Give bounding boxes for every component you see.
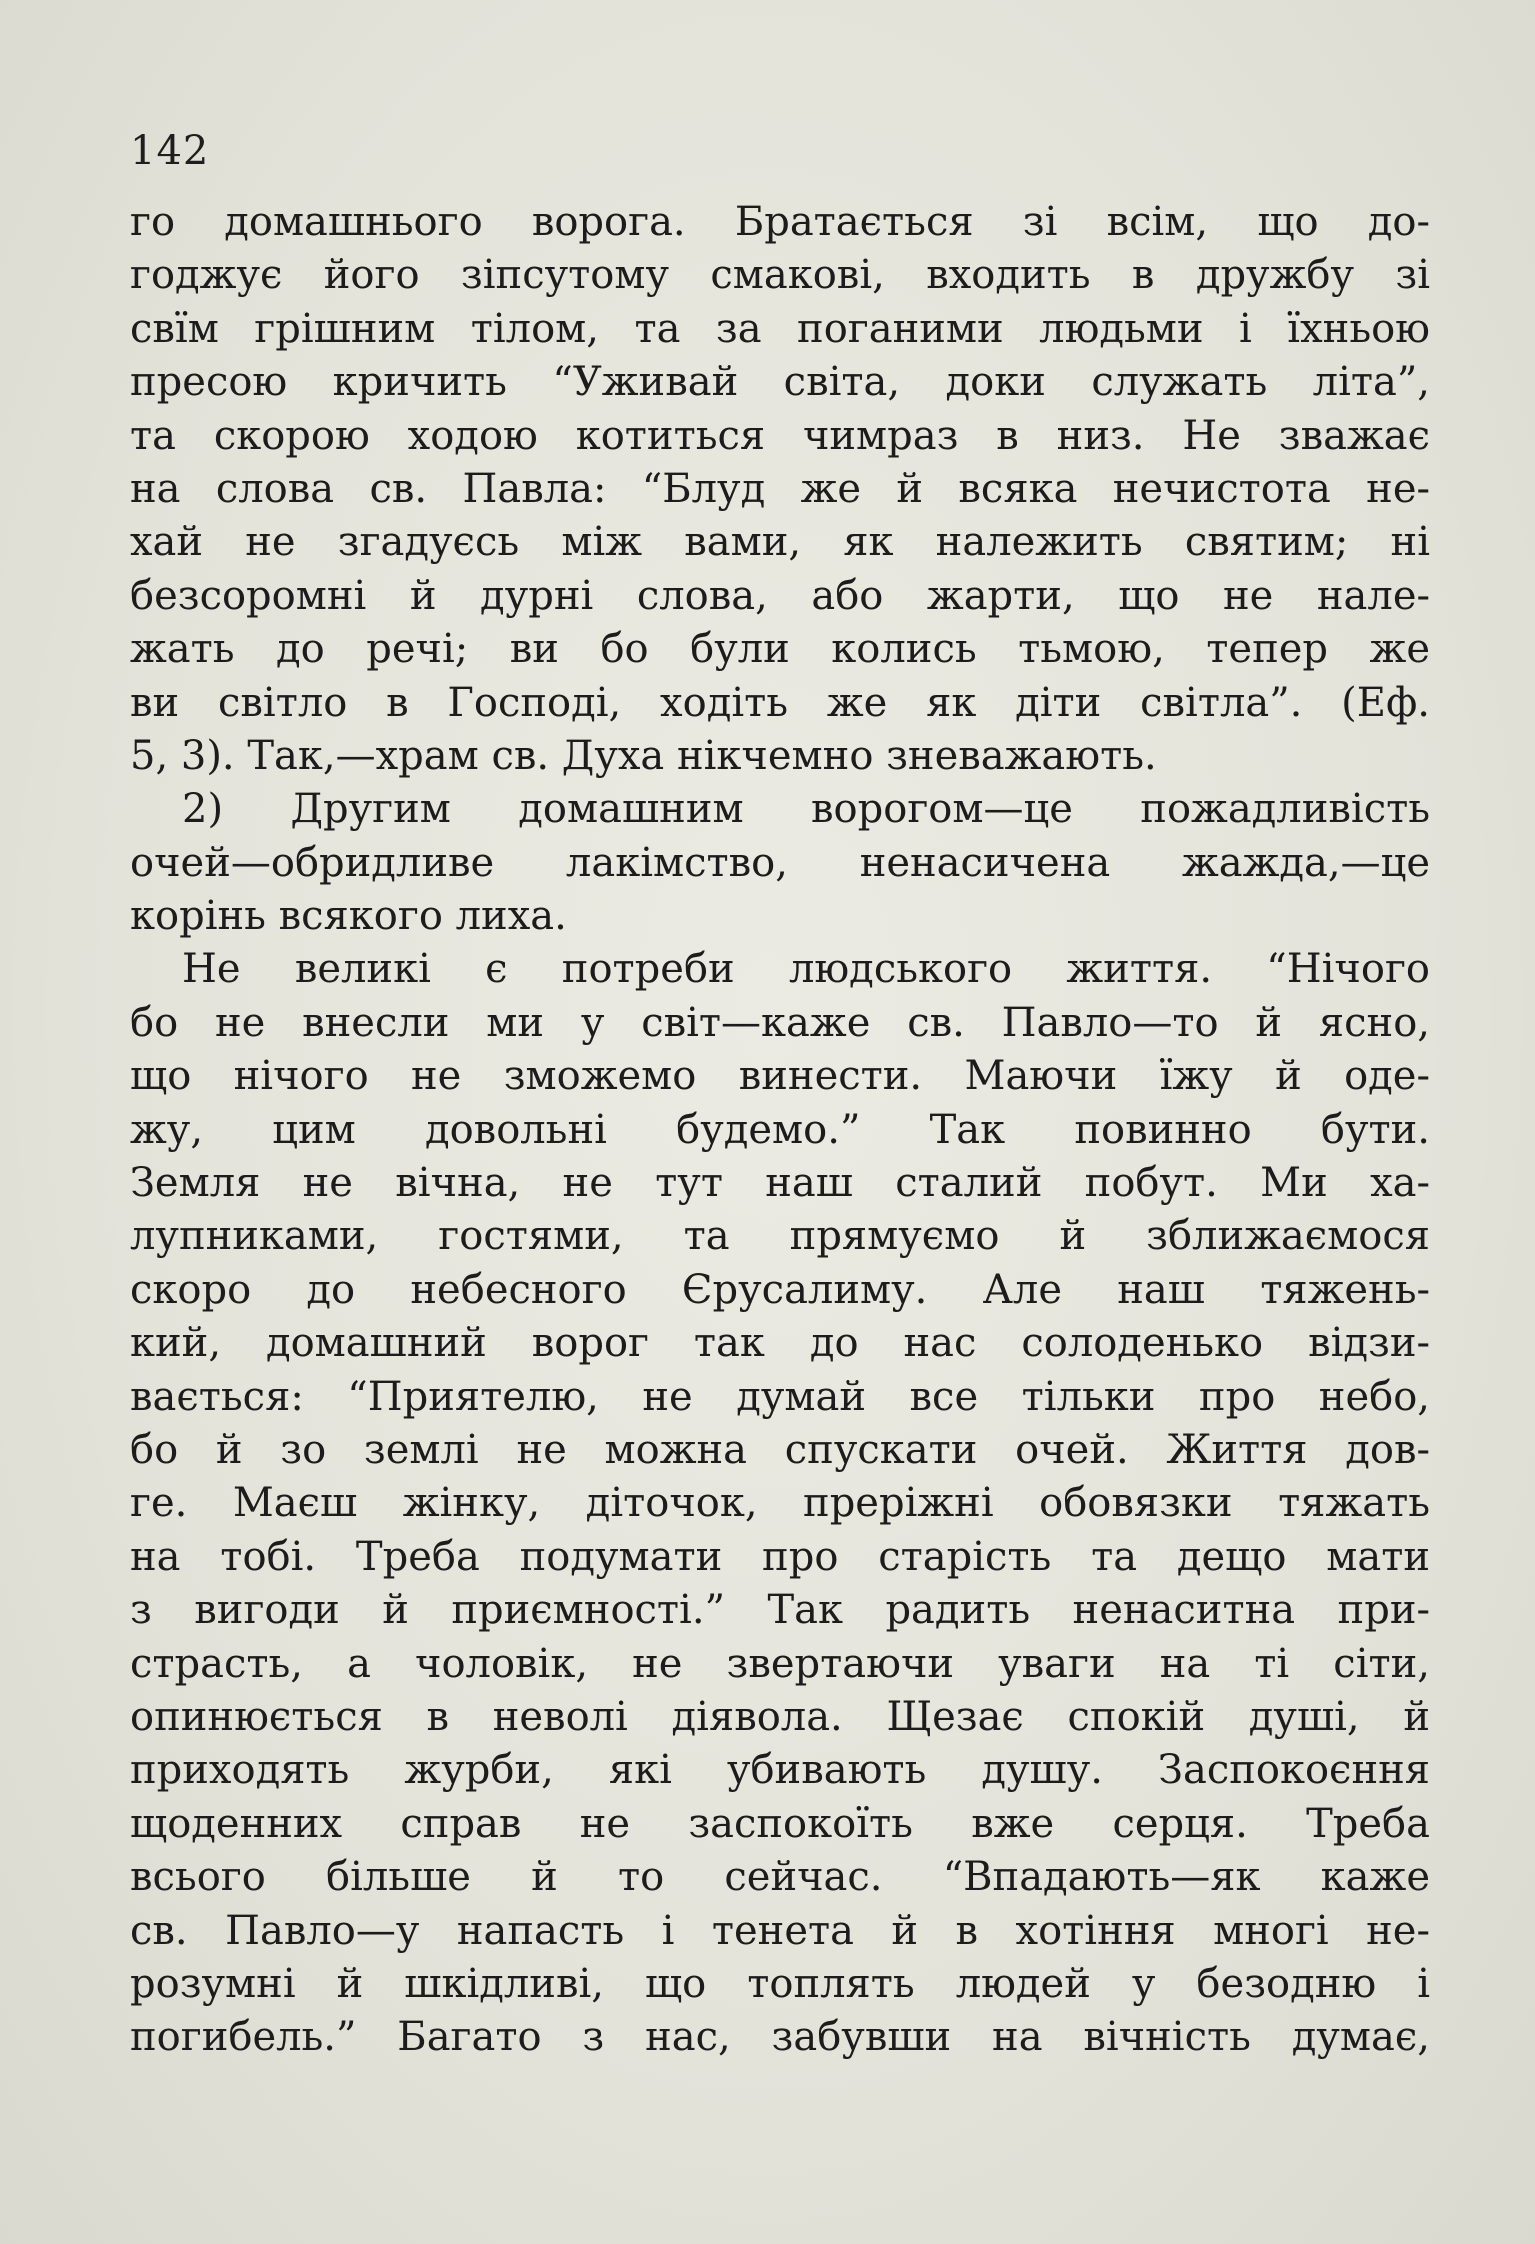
text-line: що нічого не зможемо винести. Маючи їжу й оде- xyxy=(130,1053,1430,1100)
text-line: очей—обридливе лакімство, ненасичена жажда,—це xyxy=(130,839,1430,886)
text-line: приходять журби, які убивають душу. Заспокоєння xyxy=(130,1747,1430,1794)
text-line: хай не згадуєсь між вами, як належить святим; ні xyxy=(130,519,1430,566)
text-line: страсть, а чоловік, не звертаючи уваги на ті сіти, xyxy=(130,1640,1430,1687)
text-line: ге. Маєш жінку, діточок, преріжні обовязки тяжать xyxy=(130,1480,1430,1527)
text-line: св. Павло—у напасть і тенета й в хотіння многі не- xyxy=(130,1907,1430,1954)
text-line: свїм грішним тілом, та за поганими людьми і їхньою xyxy=(130,305,1430,352)
text-line: жу, цим довольні будемо.” Так повинно бути. xyxy=(130,1106,1430,1153)
text-line: пресою кричить “Уживай світа, доки служать літа”, xyxy=(130,359,1430,406)
text-line: на слова св. Павла: “Блуд же й всяка нечистота не- xyxy=(130,465,1430,512)
text-line: всього більше й то сейчас. “Впадають—як каже xyxy=(130,1854,1430,1901)
text-line: бо й зо землі не можна спускати очей. Життя дов- xyxy=(130,1426,1430,1473)
text-line: корінь всякого лиха. xyxy=(130,893,567,940)
text-line: погибель.” Багато з нас, забувши на вічність думає, xyxy=(130,2014,1430,2061)
body-text xyxy=(130,196,1430,2065)
text-line: бо не внесли ми у світ—каже св. Павло—то й ясно, xyxy=(130,999,1430,1046)
text-line: опинюється в неволі діявола. Щезає спокій душі, й xyxy=(130,1693,1430,1740)
text-line: щоденних справ не заспокоїть вже серця. Треба xyxy=(130,1800,1430,1847)
text-line: Земля не вічна, не тут наш сталий побут. Ми ха- xyxy=(130,1160,1430,1207)
text-line: кий, домашний ворог так до нас солоденько відзи- xyxy=(130,1320,1430,1367)
page-number: 142 xyxy=(130,128,210,174)
text-line: лупниками, гостями, та прямуємо й зближаємося xyxy=(130,1213,1430,1260)
text-line: розумні й шкідливі, що топлять людей у безодню і xyxy=(130,1960,1430,2007)
text-line: ви світло в Господі, ходіть же як діти світла”. (Еф. xyxy=(130,679,1430,726)
text-line: на тобі. Треба подумати про старість та дещо мати xyxy=(130,1533,1430,1580)
text-line: 2) Другим домашним ворогом—це пожадливість xyxy=(182,786,1430,833)
text-line: вається: “Приятелю, не думай все тільки про небо, xyxy=(130,1373,1430,1420)
text-line: та скорою ходою котиться чимраз в низ. Не зважає xyxy=(130,412,1430,459)
text-line: безсоромні й дурні слова, або жарти, що не нале- xyxy=(130,572,1430,619)
text-line: го домашнього ворога. Братається зі всім, що до- xyxy=(130,199,1430,245)
text-line: скоро до небесного Єрусалиму. Але наш тяжень- xyxy=(130,1266,1430,1313)
text-line: жать до речі; ви бо були колись тьмою, тепер же xyxy=(130,626,1430,673)
text-line: з вигоди й приємності.” Так радить ненаситна при- xyxy=(130,1587,1430,1634)
text-line: годжує його зіпсутому смакові, входить в дружбу зі xyxy=(130,252,1430,299)
text-line: 5, 3). Так,—храм св. Духа нікчемно зневажають. xyxy=(130,732,1157,779)
text-line: Не великі є потреби людського життя. “Нічого xyxy=(182,946,1430,993)
